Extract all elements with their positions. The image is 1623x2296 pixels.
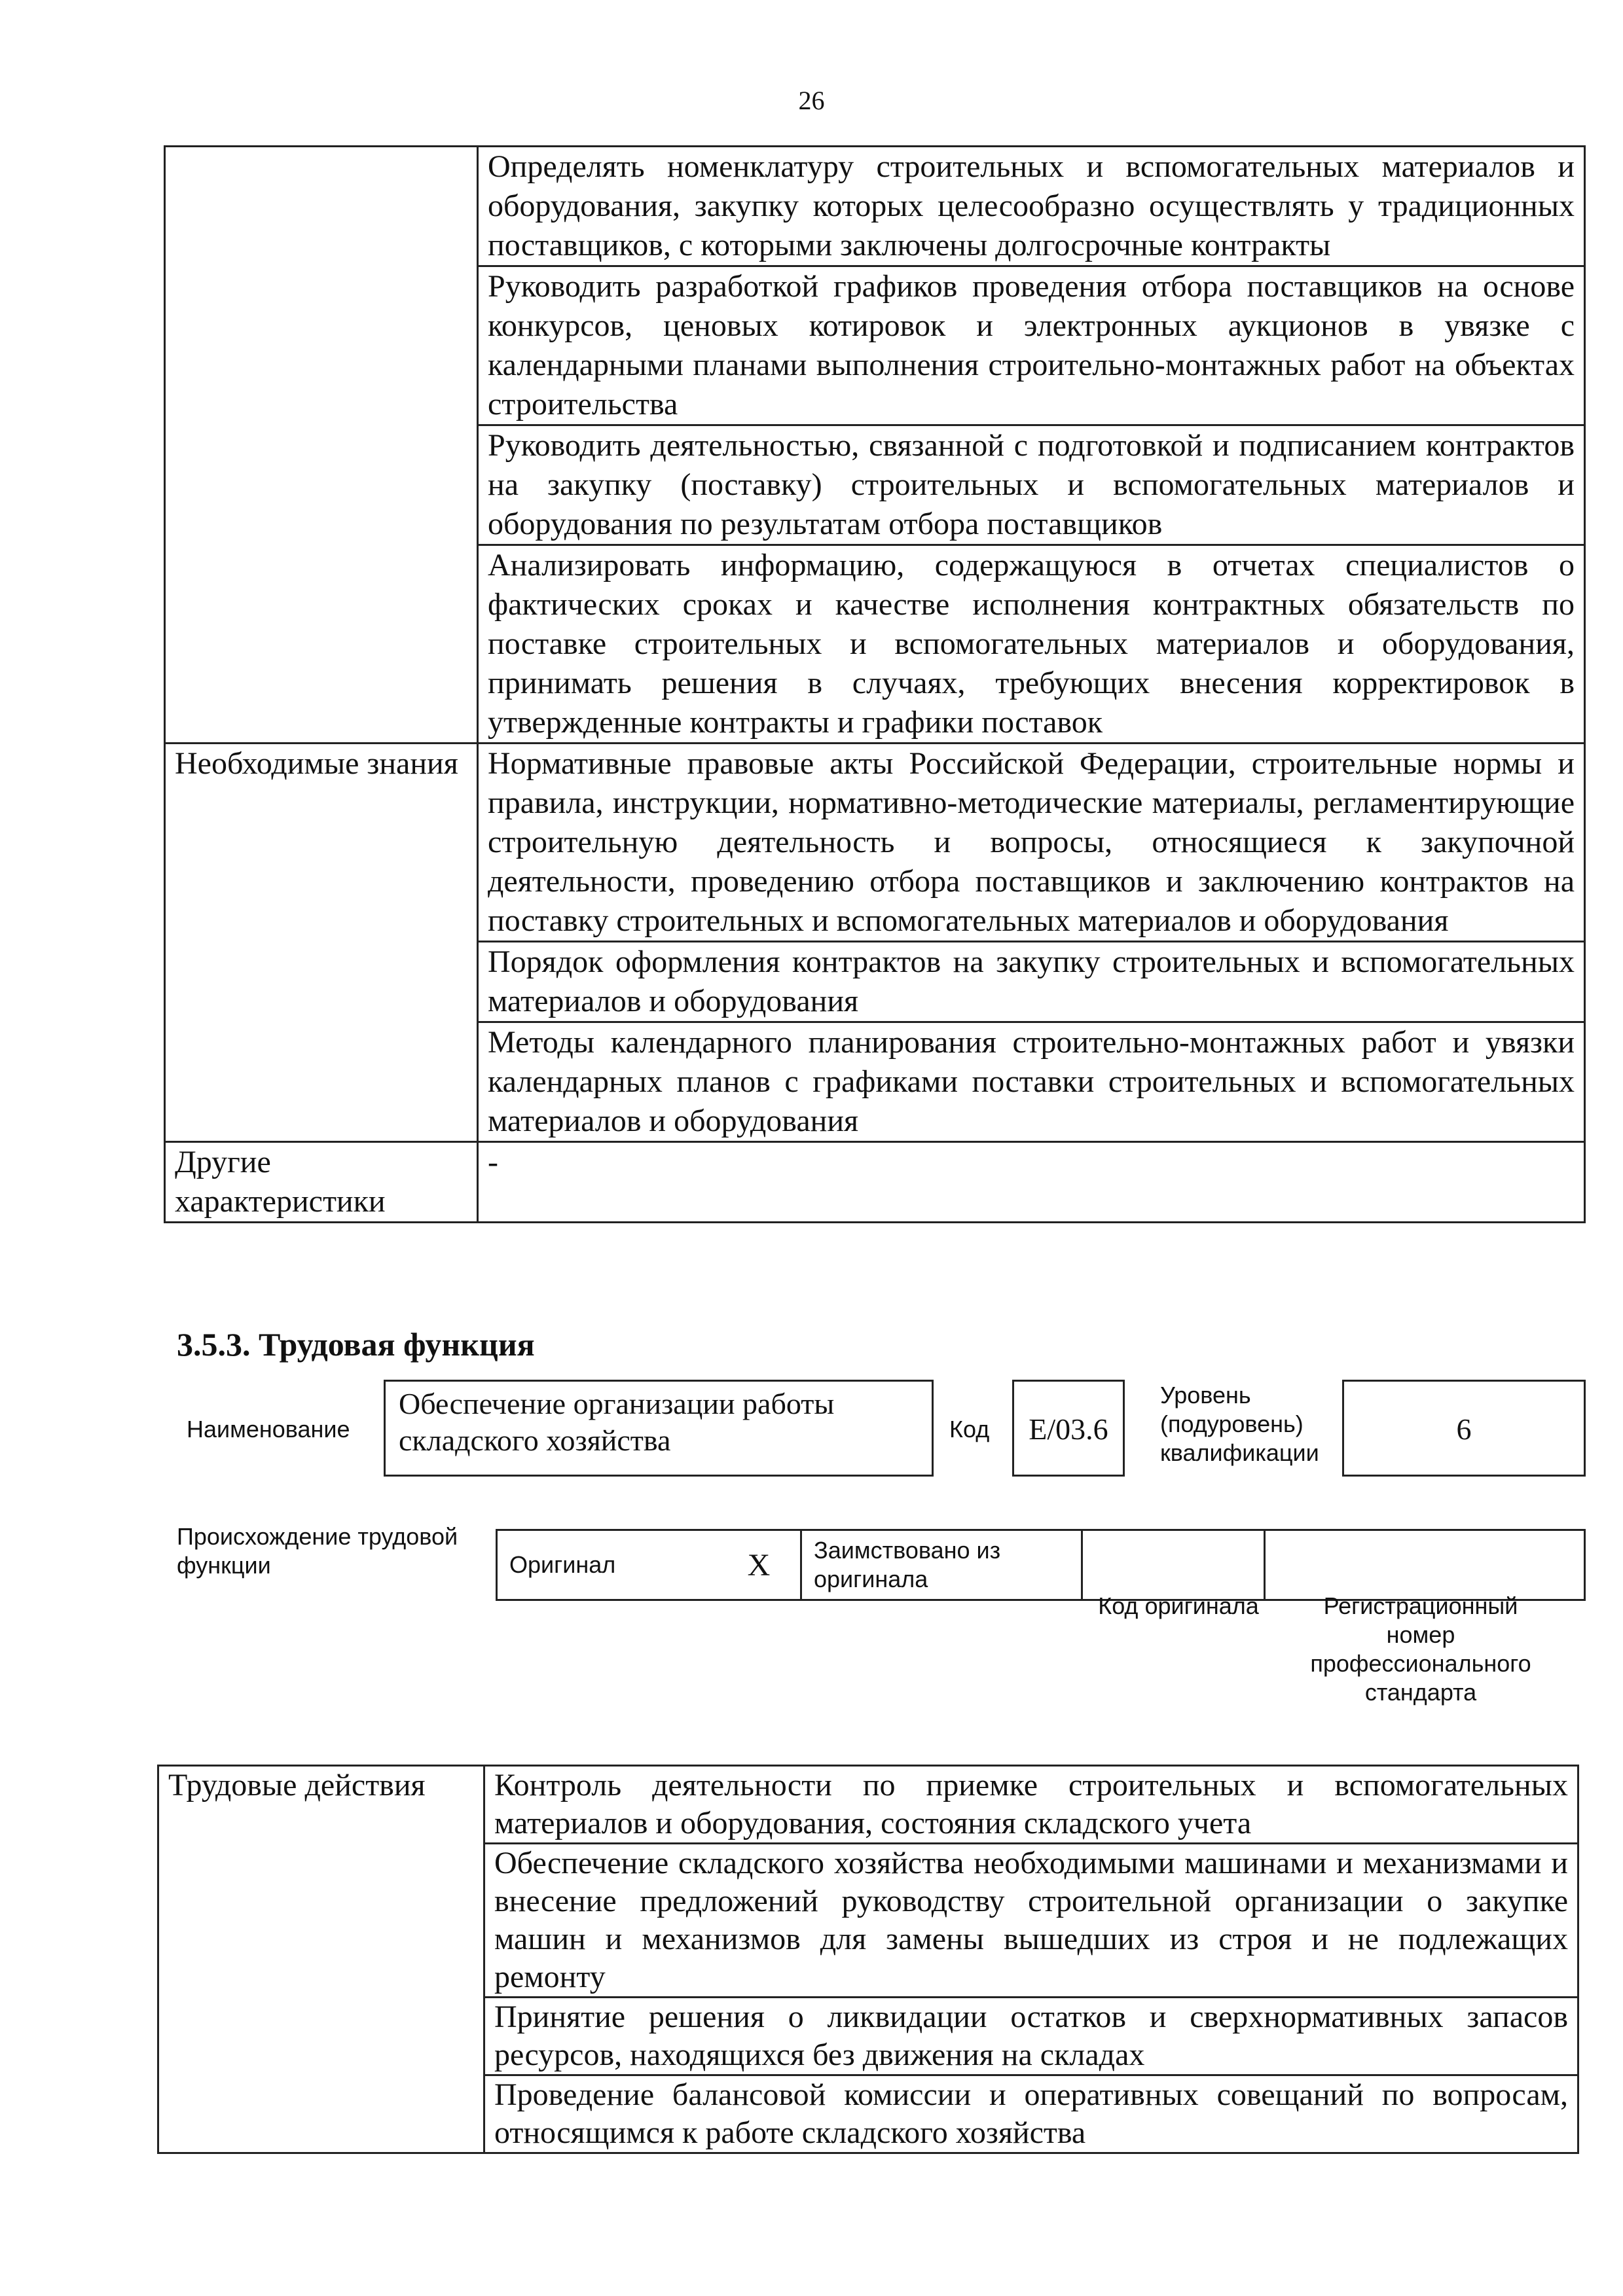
labor-actions-table [157,1765,1579,2154]
origin-label: Происхождение трудовой функции [177,1523,458,1579]
table-row [165,744,1585,942]
table-cell: Порядок оформления контрактов на закупку строительных и вспомогательных материалов и оборудования [478,942,1585,1022]
name-label: Наименование [187,1416,350,1443]
code-label: Код [949,1416,990,1443]
function-name-box [384,1380,934,1477]
table-cell: Проведение балансовой комиссии и оперативных совещаний по вопросам, относящимся к работе складского хозяйства [484,2075,1578,2153]
table-row [165,147,1585,266]
reg-number-cell [1265,1530,1585,1600]
section-heading: 3.5.3. Трудовая функция [177,1326,535,1363]
skills-knowledge-table [164,145,1586,1223]
level-box [1342,1380,1586,1477]
table-cell: - [478,1142,1585,1223]
code-caption: Код оригинала [1098,1592,1259,1619]
table-cell: Методы календарного планирования строительно-монтажных работ и увязки календарных планов с графиками поставки строительных и вспомогательных материалов и оборудования [478,1022,1585,1142]
table-cell: Обеспечение складского хозяйства необходимыми машинами и механизмами и внесение предложений руководству строительной организации о закупке машин и механизмов для замены вышедших из строя и не подлежащих ремонту [484,1844,1578,1998]
table-row [165,1142,1585,1223]
original-label: Оригинал [497,1530,718,1600]
original-code-cell [1082,1530,1265,1600]
row-label-knowledge: Необходимые знания [165,744,478,1142]
table-row [158,1766,1578,1844]
code-box [1012,1380,1125,1477]
original-mark: X [718,1530,801,1600]
origin-table [496,1529,1586,1601]
function-name: Обеспечение организации работы складского хозяйства [399,1387,835,1457]
table-cell: Руководить разработкой графиков проведения отбора поставщиков на основе конкурсов, ценовых котировок и электронных аукционов в увязке с календарными планами выполнения строительно-монтажных работ на объектах строительства [478,266,1585,425]
table-cell: Нормативные правовые акты Российской Федерации, строительные нормы и правила, инструкции, нормативно-методические материалы, регламентирующие строительную деятельность и вопросы, относящиеся к закупочной деятельности, проведению отбора поставщиков и заключению контрактов на поставку строительных и вспомогательных материалов и оборудования [478,744,1585,942]
row-label-skills [165,147,478,744]
table-cell: Анализировать информацию, содержащуюся в отчетах специалистов о фактических сроках и качестве исполнения контрактных обязательств по поставке строительных и вспомогательных материалов и оборудования, принимать решения в случаях, требующих внесения корректировок в утвержденные контракты и графики поставок [478,545,1585,744]
reg-caption: Регистрационный номер профессионального стандарта [1310,1592,1531,1706]
row-label-other: Другие характеристики [165,1142,478,1223]
borrowed-label: Заимствовано из оригинала [801,1530,1082,1600]
table-row [497,1530,1585,1600]
table-cell: Определять номенклатуру строительных и вспомогательных материалов и оборудования, закупку которых целесообразно осуществлять у традиционных поставщиков, с которыми заключены долгосрочные контракты [478,147,1585,266]
page-number: 26 [798,86,825,115]
level-value: 6 [1456,1412,1472,1446]
function-code: E/03.6 [1029,1412,1108,1446]
table-cell: Принятие решения о ликвидации остатков и сверхнормативных запасов ресурсов, находящихся без движения на складах [484,1998,1578,2075]
level-label: Уровень (подуровень) квалификации [1160,1382,1319,1466]
table-cell: Руководить деятельностью, связанной с подготовкой и подписанием контрактов на закупку (поставку) строительных и вспомогательных материалов и оборудования по результатам отбора поставщиков [478,425,1585,545]
table-cell: Контроль деятельности по приемке строительных и вспомогательных материалов и оборудования, состояния складского учета [484,1766,1578,1844]
row-label-labor-actions: Трудовые действия [158,1766,484,2153]
